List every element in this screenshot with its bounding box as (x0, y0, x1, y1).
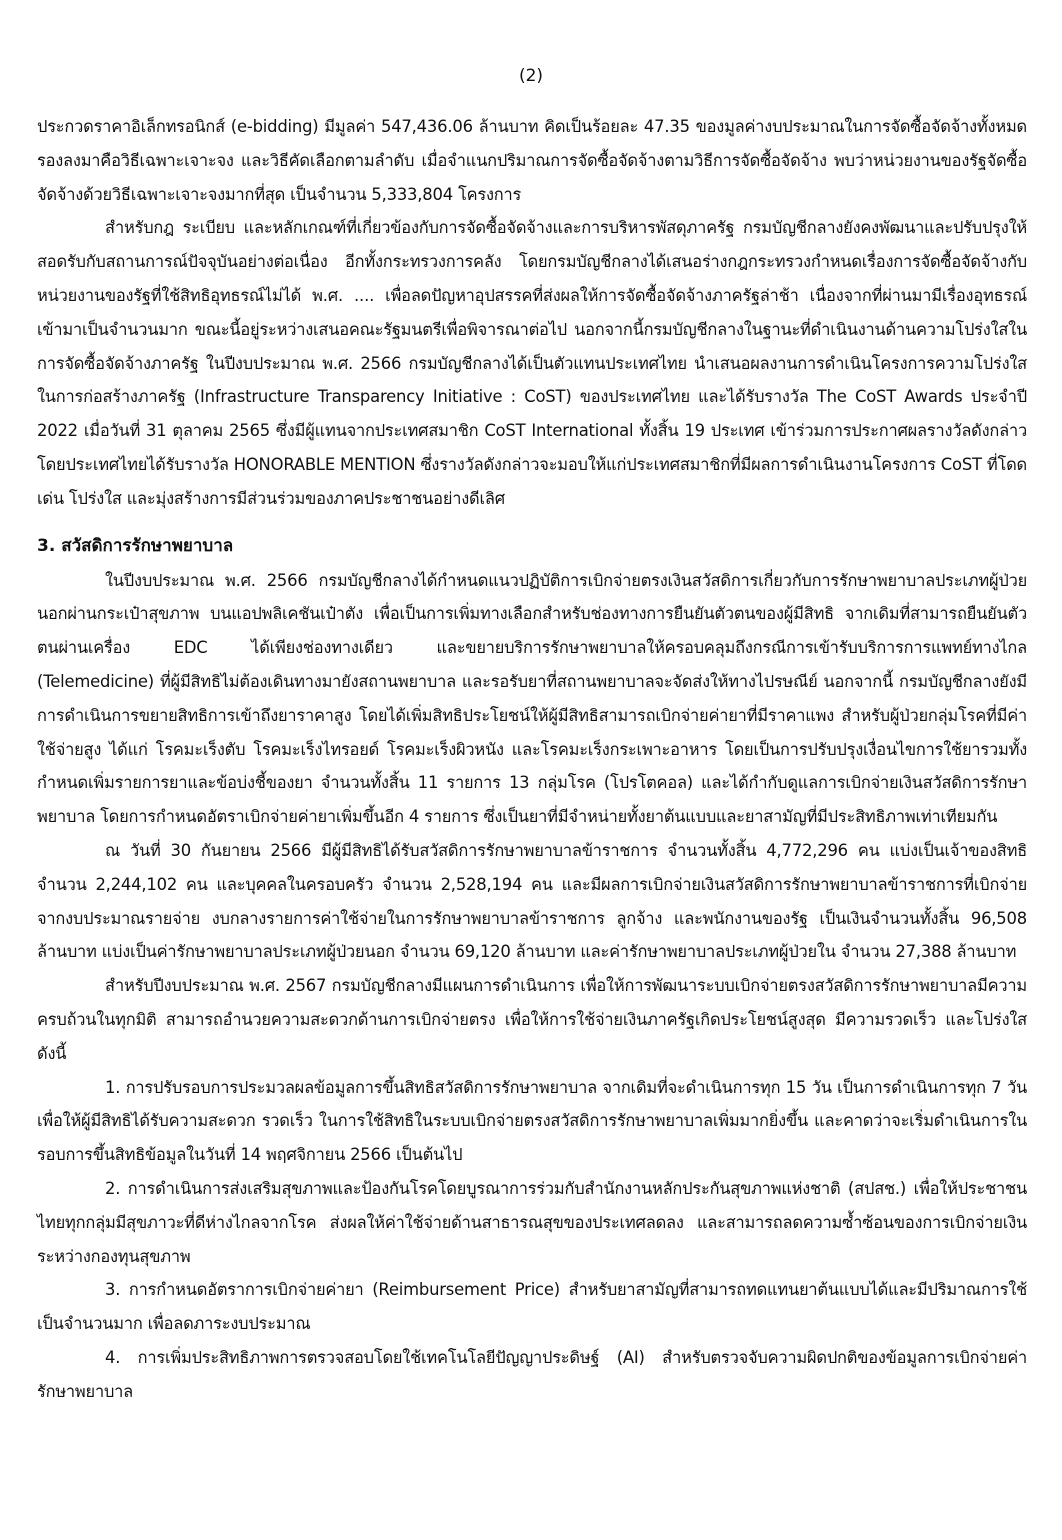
document-body (37, 110, 1027, 1408)
list-item-4: 4. การเพิ่มประสิทธิภาพการตรวจสอบโดยใช้เทคโนโลยีปัญญาประดิษฐ์ (AI) สำหรับตรวจจับความผิดปกติของข้อมูลการเบิกจ่ายค่ารักษาพยาบาล (37, 1347, 1027, 1401)
paragraph-procurement-regulations: สำหรับกฎ ระเบียบ และหลักเกณฑ์ที่เกี่ยวข้องกับการจัดซื้อจัดจ้างและการบริหารพัสดุภาครัฐ กรมบัญชีกลางยังคงพัฒนาและปรับปรุงให้สอดรับกับสถานการณ์ปัจจุบันอย่างต่อเนื่อง อีกทั้งกระทรวงการคลัง โดยกรมบัญชีกลางได้เสนอร่างกฎกระทรวงกำหนดเรื่องการจัดซื้อจัดจ้างกับหน่วยงานของรัฐที่ใช้สิทธิอุทธรณ์ไม่ได้ พ.ศ. .... เพื่อลดปัญหาอุปสรรคที่ส่งผลให้การจัดซื้อจัดจ้างภาครัฐล่าช้า เนื่องจากที่ผ่านมามีเรื่องอุทธรณ์เข้ามาเป็นจำนวนมาก ขณะนี้อยู่ระหว่างเสนอคณะรัฐมนตรีเพื่อพิจารณาต่อไป นอกจากนี้กรมบัญชีกลางในฐานะที่ดำเนินงานด้านความโปร่งใสในการจัดซื้อจัดจ้างภาครัฐ ในปีงบประมาณ พ.ศ. 2566 กรมบัญชีกลางได้เป็นตัวแทนประเทศไทย นำเสนอผลงานการดำเนินโครงการความโปร่งใสในการก่อสร้างภาครัฐ (Infrastructure Transparency Initiative : CoST) ของประเทศไทย และได้รับรางวัล The CoST Awards ประจำปี 2022 เมื่อวันที่ 31 ตุลาคม 2565 ซึ่งมีผู้แทนจากประเทศสมาชิก CoST International ทั้งสิ้น 19 ประเทศ เข้าร่วมการประกาศผลรางวัลดังกล่าว โดยประเทศไทยได้รับรางวัล HONORABLE MENTION ซึ่งรางวัลดังกล่าวจะมอบให้แก่ประเทศสมาชิกที่มีผลการดำเนินงานโครงการ CoST ที่โดดเด่น โปร่งใส และมุ่งสร้างการมีส่วนร่วมของภาคประชาชนอย่างดีเลิศ (37, 218, 1027, 508)
section-heading-medical-welfare: 3. สวัสดิการรักษาพยาบาล (37, 535, 234, 556)
paragraph-plan-2567: สำหรับปีงบประมาณ พ.ศ. 2567 กรมบัญชีกลางมีแผนการดำเนินการ เพื่อให้การพัฒนาระบบเบิกจ่ายตรงสวัสดิการรักษาพยาบาลมีความครบถ้วนในทุกมิติ สามารถอำนวยความสะดวกด้านการเบิกจ่ายตรง เพื่อให้การใช้จ่ายเงินภาครัฐเกิดประโยชน์สูงสุด มีความรวดเร็ว และโปร่งใส ดังนี้ (37, 976, 1027, 1063)
paragraph-ebidding-summary: ประกวดราคาอิเล็กทรอนิกส์ (e-bidding) มีมูลค่า 547,436.06 ล้านบาท คิดเป็นร้อยละ 47.35 ของมูลค่างบประมาณในการจัดซื้อจัดจ้างทั้งหมด รองลงมาคือวิธีเฉพาะเจาะจง และวิธีคัดเลือกตามลำดับ เมื่อจำแนกปริมาณการจัดซื้อจัดจ้างตามวิธีการจัดซื้อจัดจ้าง พบว่าหน่วยงานของรัฐจัดซื้อจัดจ้างด้วยวิธีเฉพาะเจาะจงมากที่สุด เป็นจำนวน 5,333,804 โครงการ (37, 117, 1027, 204)
paragraph-medical-2566: ในปีงบประมาณ พ.ศ. 2566 กรมบัญชีกลางได้กำหนดแนวปฏิบัติการเบิกจ่ายตรงเงินสวัสดิการเกี่ยวกับการรักษาพยาบาลประเภทผู้ป่วยนอกผ่านกระเป๋าสุขภาพ บนแอปพลิเคชันเป๋าตัง เพื่อเป็นการเพิ่มทางเลือกสำหรับช่องทางการยืนยันตัวตนของผู้มีสิทธิ จากเดิมที่สามารถยืนยันตัวตนผ่านเครื่อง EDC ได้เพียงช่องทางเดียว และขยายบริการรักษาพยาบาลให้ครอบคลุมถึงกรณีการเข้ารับบริการการแพทย์ทางไกล (Telemedicine) ที่ผู้มีสิทธิไม่ต้องเดินทางมายังสถานพยาบาล และรอรับยาที่สถานพยาบาลจะจัดส่งให้ทางไปรษณีย์ นอกจากนี้ กรมบัญชีกลางยังมีการดำเนินการขยายสิทธิการเข้าถึงยาราคาสูง โดยได้เพิ่มสิทธิประโยชน์ให้ผู้มีสิทธิสามารถเบิกจ่ายค่ายาที่มีราคาแพง สำหรับผู้ป่วยกลุ่มโรคที่มีค่าใช้จ่ายสูง ได้แก่ โรคมะเร็งตับ โรคมะเร็งไทรอยด์ โรคมะเร็งผิวหนัง และโรคมะเร็งกระเพาะอาหาร โดยเป็นการปรับปรุงเงื่อนไขการใช้ยารวมทั้งกำหนดเพิ่มรายการยาและข้อบ่งชี้ของยา จำนวนทั้งสิ้น 11 รายการ 13 กลุ่มโรค (โปรโตคอล) และได้กำกับดูแลการเบิกจ่ายเงินสวัสดิการรักษาพยาบาล โดยการกำหนดอัตราเบิกจ่ายค่ายาเพิ่มขึ้นอีก 4 รายการ ซึ่งเป็นยาที่มีจำหน่ายทั้งยาต้นแบบและยาสามัญที่มีประสิทธิภาพเท่าเทียมกัน (37, 570, 1027, 827)
page-number: (2) (518, 66, 544, 86)
list-item-1: 1. การปรับรอบการประมวลผลข้อมูลการขึ้นสิทธิสวัสดิการรักษาพยาบาล จากเดิมที่จะดำเนินการทุก 15 วัน เป็นการดำเนินการทุก 7 วัน เพื่อให้ผู้มีสิทธิได้รับความสะดวก รวดเร็ว ในการใช้สิทธิในระบบเบิกจ่ายตรงสวัสดิการรักษาพยาบาลเพิ่มมากยิ่งขึ้น และคาดว่าจะเริ่มดำเนินการในรอบการขึ้นสิทธิข้อมูลในวันที่ 14 พฤศจิกายน 2566 เป็นต้นไป (37, 1077, 1027, 1165)
list-item-2: 2. การดำเนินการส่งเสริมสุขภาพและป้องกันโรคโดยบูรณาการร่วมกับสำนักงานหลักประกันสุขภาพแห่งชาติ (สปสช.) เพื่อให้ประชาชนไทยทุกกลุ่มมีสุขภาวะที่ดีห่างไกลจากโรค ส่งผลให้ค่าใช้จ่ายด้านสาธารณสุขของประเทศลดลง และสามารถลดความซ้ำซ้อนของการเบิกจ่ายเงินระหว่างกองทุนสุขภาพ (37, 1178, 1027, 1266)
list-item-3: 3. การกำหนดอัตราการเบิกจ่ายค่ายา (Reimbursement Price) สำหรับยาสามัญที่สามารถทดแทนยาต้นแบบได้และมีปริมาณการใช้เป็นจำนวนมาก เพื่อลดภาระงบประมาณ (37, 1280, 1027, 1334)
paragraph-beneficiary-stats: ณ วันที่ 30 กันยายน 2566 มีผู้มีสิทธิได้รับสวัสดิการรักษาพยาบาลข้าราชการ จำนวนทั้งสิ้น 4,772,296 คน แบ่งเป็นเจ้าของสิทธิ จำนวน 2,244,102 คน และบุคคลในครอบครัว จำนวน 2,528,194 คน และมีผลการเบิกจ่ายเงินสวัสดิการรักษาพยาบาลข้าราชการที่เบิกจ่ายจากงบประมาณรายจ่าย งบกลางรายการค่าใช้จ่ายในการรักษาพยาบาลข้าราชการ ลูกจ้าง และพนักงานของรัฐ เป็นเงินจำนวนทั้งสิ้น 96,508 ล้านบาท แบ่งเป็นค่ารักษาพยาบาลประเภทผู้ป่วยนอก จำนวน 69,120 ล้านบาท และค่ารักษาพยาบาลประเภทผู้ป่วยใน จำนวน 27,388 ล้านบาท (37, 840, 1027, 962)
